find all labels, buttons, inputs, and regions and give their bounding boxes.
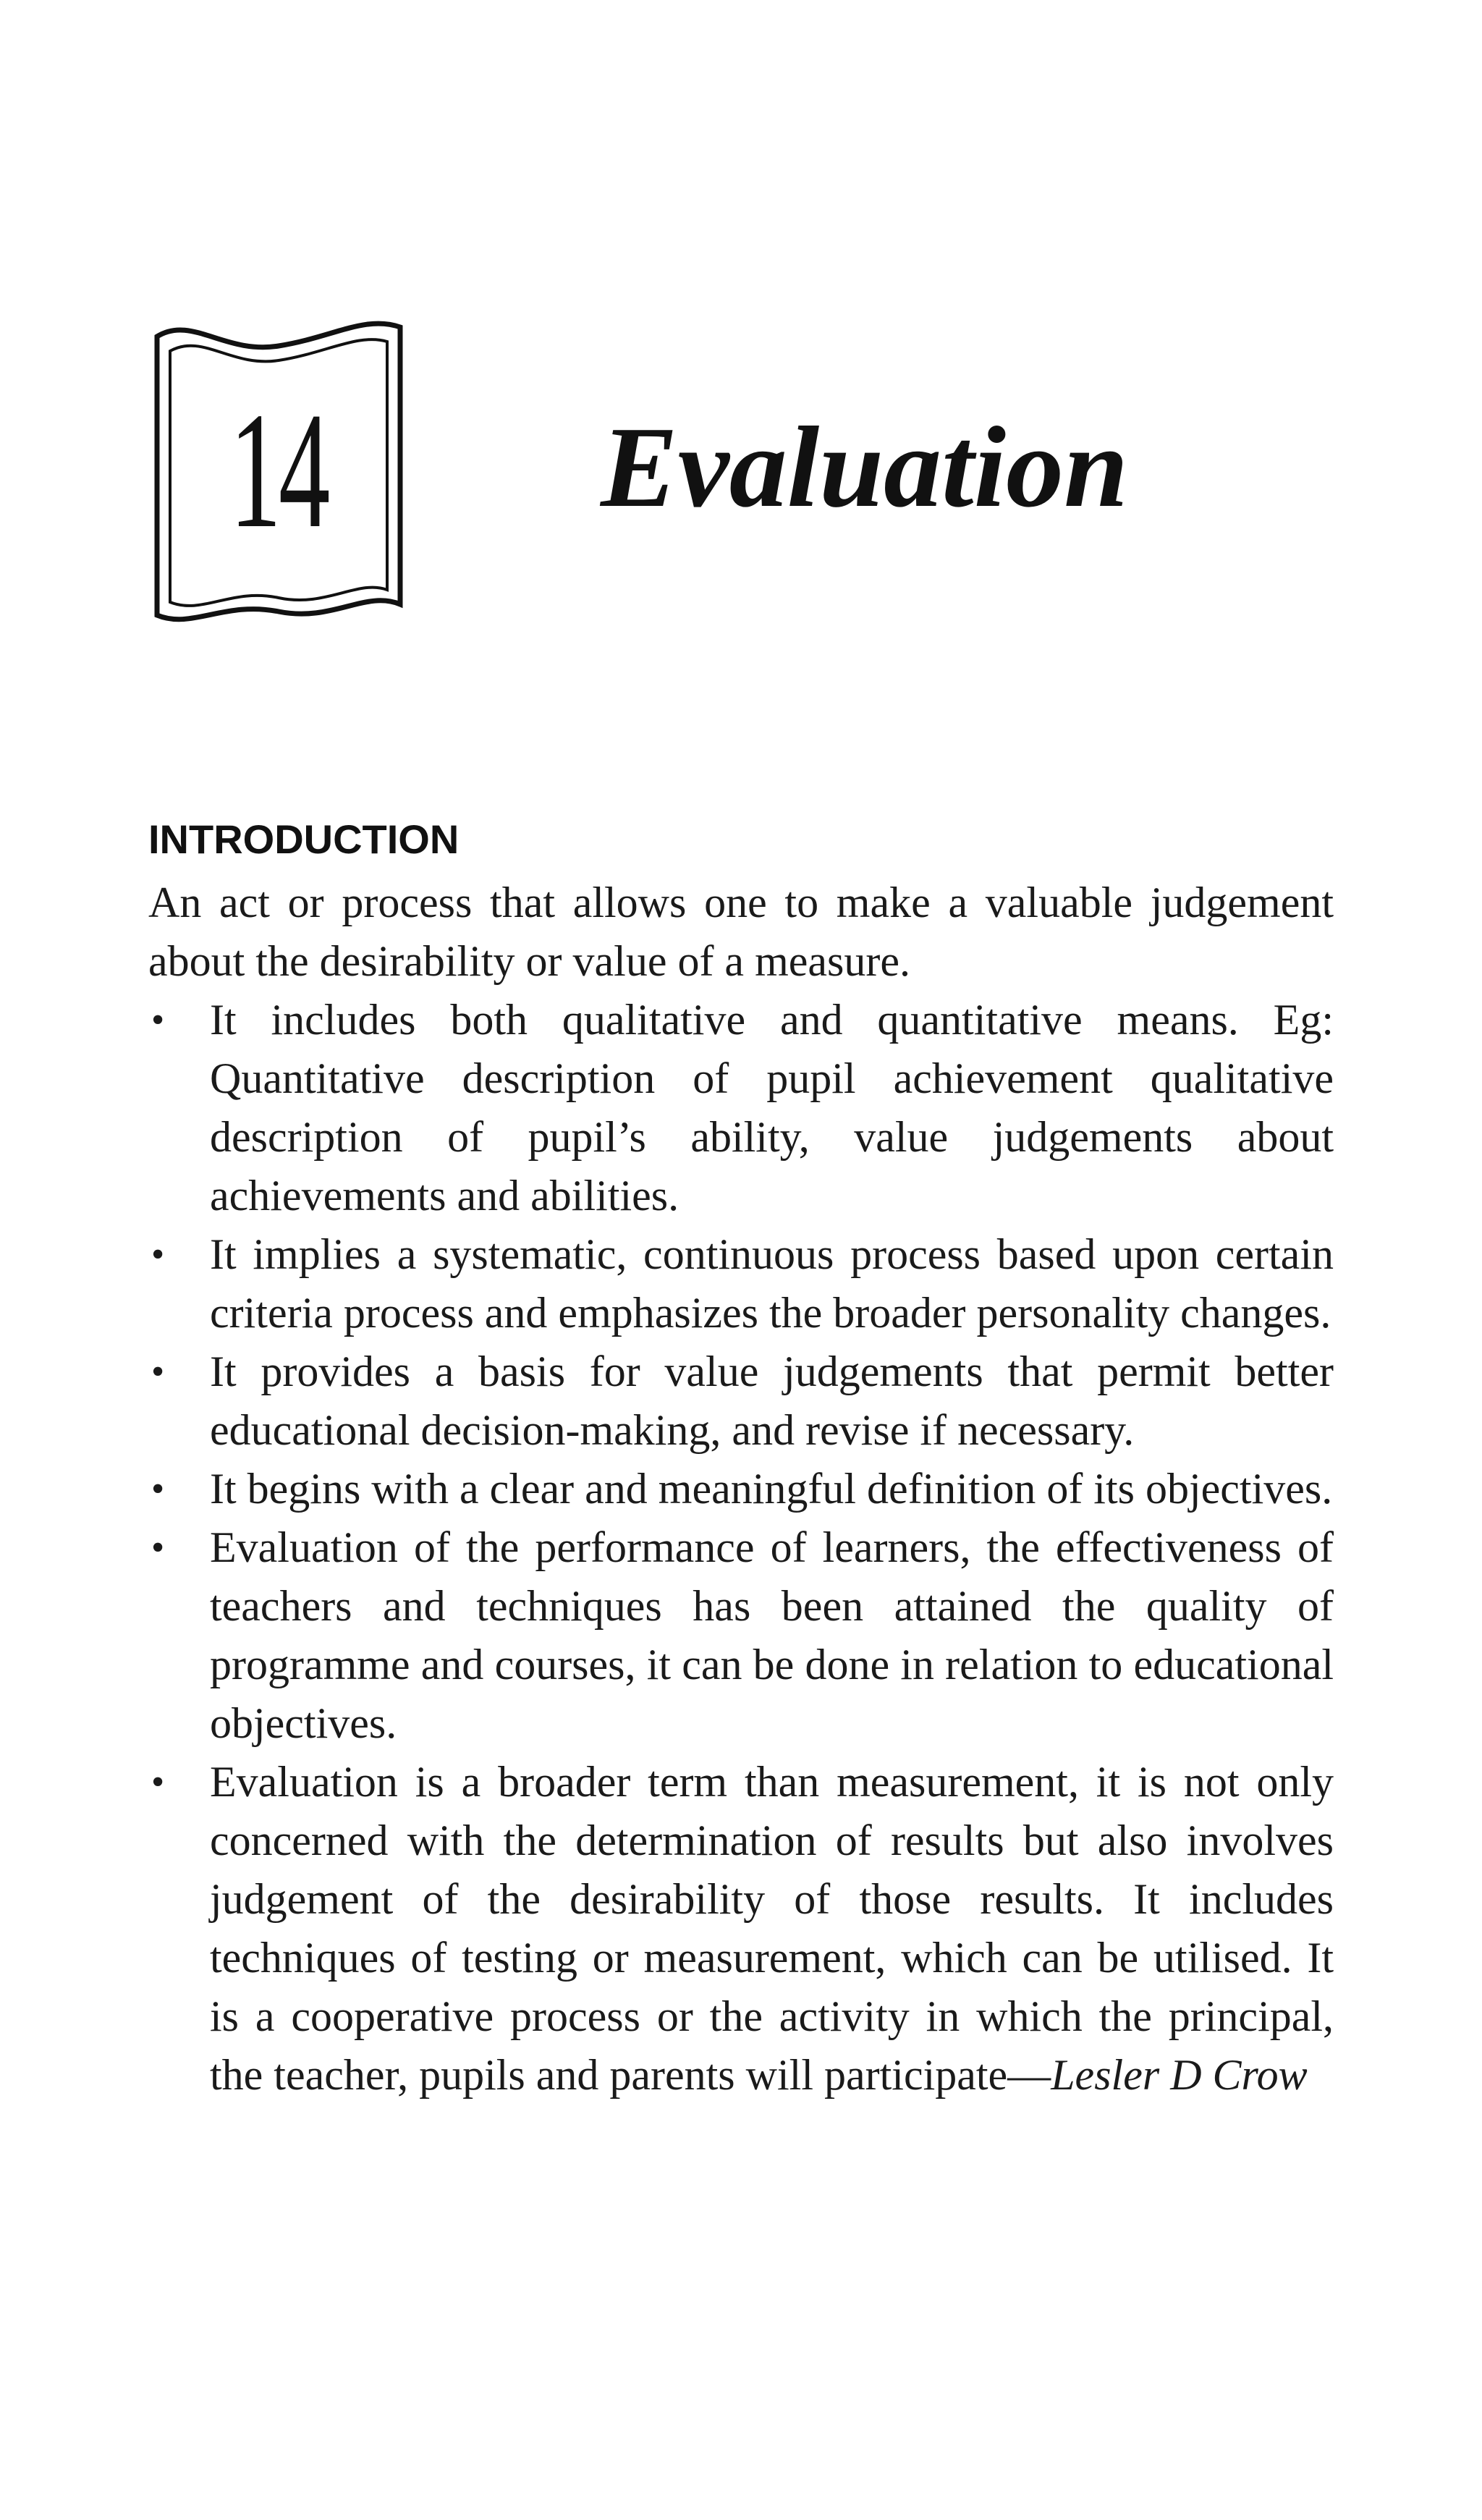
- bullet-icon: •: [151, 1468, 165, 1510]
- bullet-icon: •: [151, 999, 165, 1041]
- list-item-text: It begins with a clear and meaningful definition of its objectives.: [210, 1465, 1333, 1513]
- body-text: [148, 874, 1334, 2105]
- list-item: [148, 1343, 1334, 1460]
- list-item-text: It includes both qualitative and quantitative means. Eg: Quantitative description of pupil achievement qualitative description of pupil’s ability, value judgements about achievements and abilities.: [210, 996, 1334, 1219]
- section-heading: INTRODUCTION: [148, 816, 460, 862]
- list-item: [148, 1753, 1334, 2105]
- quote-attribution: Lesler D Crow: [1051, 2051, 1308, 2099]
- bullet-icon: •: [151, 1527, 165, 1568]
- bullet-list: [148, 991, 1334, 2105]
- list-item-text: Evaluation of the performance of learners, the effectiveness of teachers and techniques has been attained the quality of programme and courses, it can be done in relation to educational objectives.: [210, 1523, 1334, 1747]
- list-item: [148, 1225, 1334, 1343]
- list-item: [148, 1518, 1334, 1753]
- list-item-text: It provides a basis for value judgements that permit better educational decision-making, and revise if necessary.: [210, 1348, 1334, 1454]
- list-item-text: Evaluation is a broader term than measurement, it is not only concerned with the determination of results but also involves judgement of the desirability of those results. It includes techniques of testing or measurement, which can be utilised. It is a cooperative process or the activity in which the principal, the teacher, pupils and parents will participate—: [210, 1758, 1334, 2099]
- chapter-number: 14: [229, 378, 328, 562]
- list-item-text: It implies a systematic, continuous process based upon certain criteria process and emphasizes the broader personality changes.: [210, 1230, 1334, 1337]
- intro-paragraph: An act or process that allows one to make a valuable judgement about the desirability or value of a measure.: [148, 879, 1334, 985]
- chapter-number-badge: [148, 318, 409, 622]
- bullet-icon: •: [151, 1762, 165, 1803]
- bullet-icon: •: [151, 1234, 165, 1275]
- list-item: [148, 991, 1334, 1225]
- list-item: [148, 1460, 1334, 1518]
- chapter-title: Evaluation: [601, 402, 1129, 531]
- bullet-icon: •: [151, 1351, 165, 1392]
